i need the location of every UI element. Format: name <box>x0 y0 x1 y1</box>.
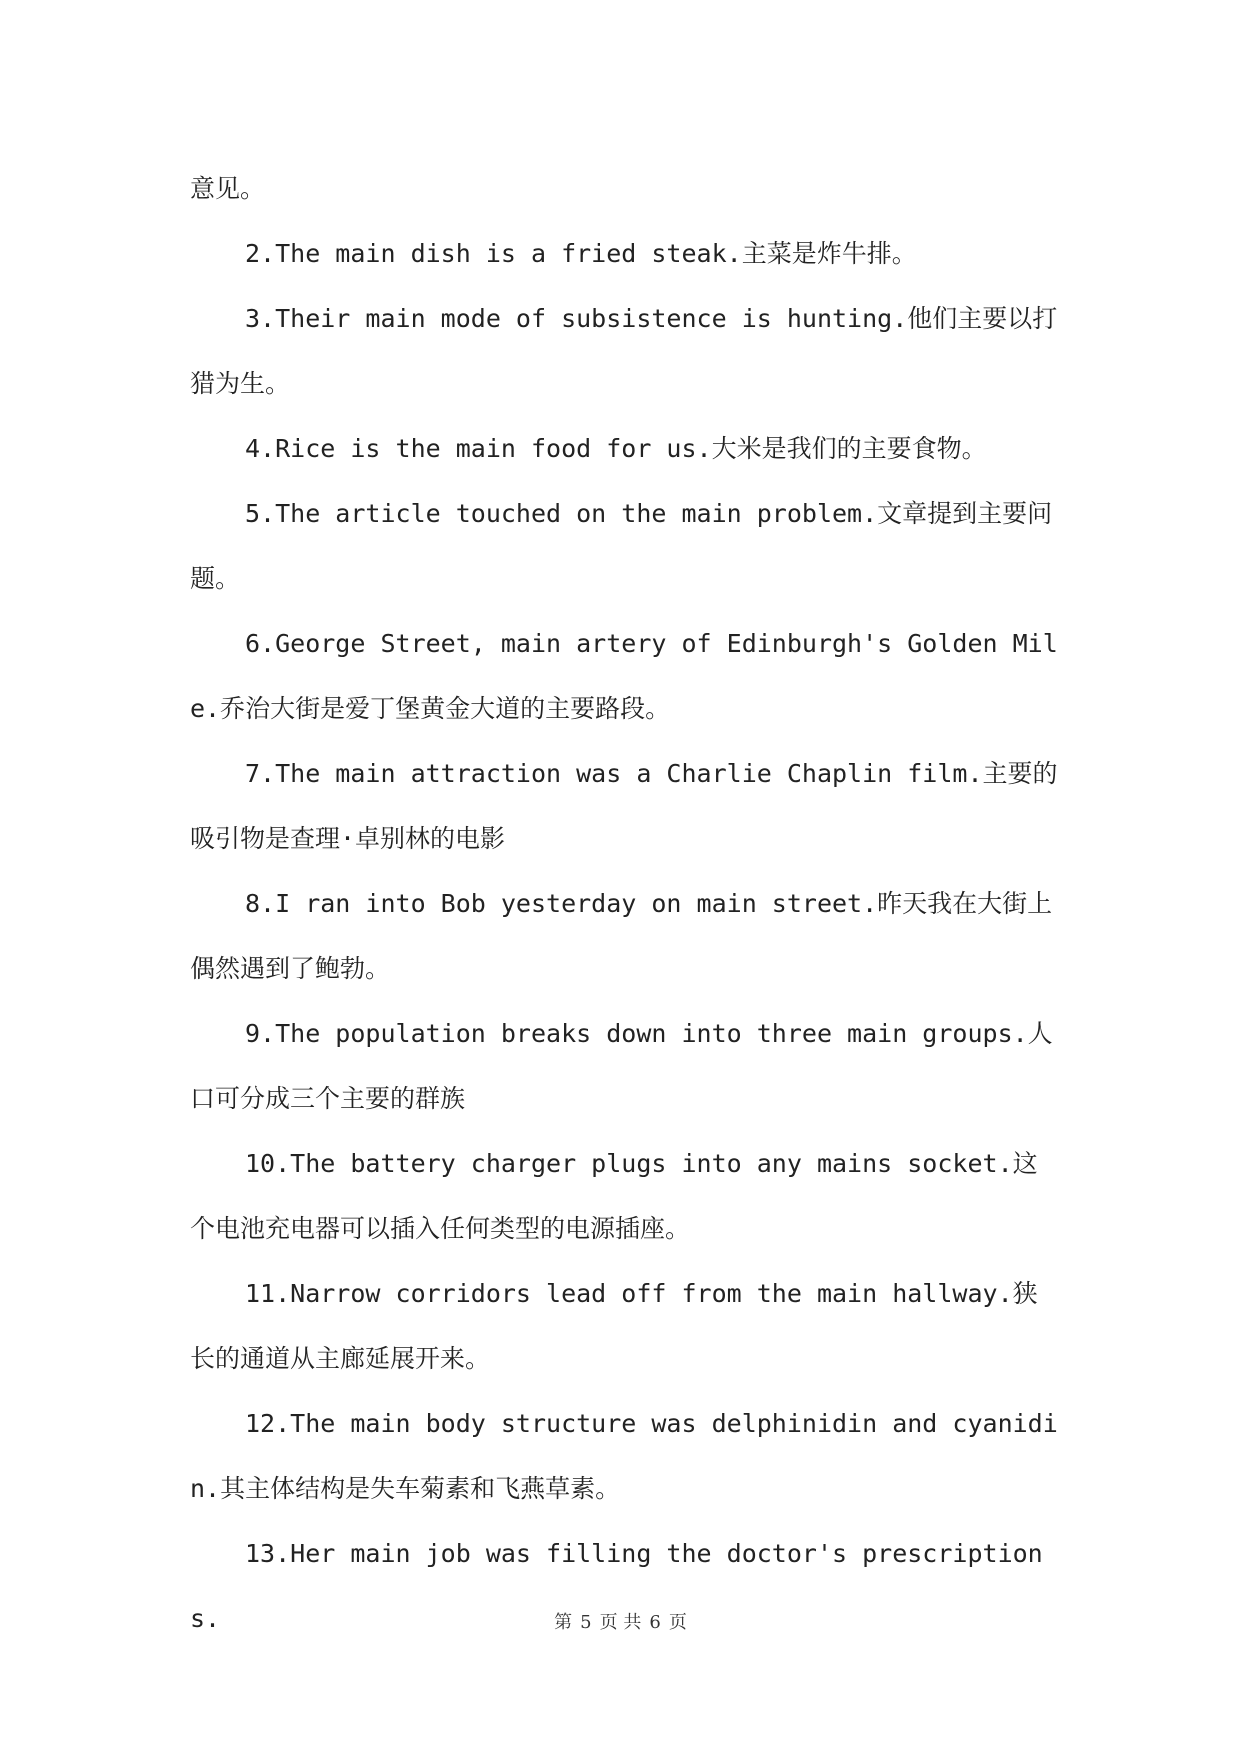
paragraph-9: 10.The battery charger plugs into any mains socket.这个电池充电器可以插入任何类型的电源插座。 <box>190 1149 1038 1243</box>
paragraph-8: 9.The population breaks down into three main groups.人口可分成三个主要的群族 <box>190 1019 1053 1113</box>
paragraph-1: 2.The main dish is a fried steak.主菜是炸牛排。 <box>245 239 917 268</box>
paragraph-3: 4.Rice is the main food for us.大米是我们的主要食物。 <box>245 434 987 463</box>
paragraph-6: 7.The main attraction was a Charlie Chaplin film.主要的吸引物是查理·卓别林的电影 <box>190 759 1058 853</box>
paragraph-5: 6.George Street, main artery of Edinburgh's Golden Mile.乔治大街是爱丁堡黄金大道的主要路段。 <box>190 629 1058 723</box>
document-body <box>190 156 1060 1651</box>
total-pages: 6 <box>649 1612 661 1633</box>
paragraph-0: 意见。 <box>190 174 266 203</box>
paragraph-10: 11.Narrow corridors lead off from the main hallway.狭长的通道从主廊延展开来。 <box>190 1279 1038 1373</box>
footer-middle: 页 共 <box>599 1612 642 1633</box>
footer-suffix: 页 <box>668 1612 687 1633</box>
paragraph-12: 13.Her main job was filling the doctor's prescriptions. <box>190 1539 1043 1633</box>
paragraph-7: 8.I ran into Bob yesterday on main street.昨天我在大街上偶然遇到了鲍勃。 <box>190 889 1053 983</box>
paragraph-4: 5.The article touched on the main problem.文章提到主要问题。 <box>190 499 1053 593</box>
footer-prefix: 第 <box>554 1612 573 1633</box>
page-footer <box>0 1608 1241 1634</box>
paragraph-2: 3.Their main mode of subsistence is hunting.他们主要以打猎为生。 <box>190 304 1058 398</box>
paragraph-11: 12.The main body structure was delphinidin and cyanidin.其主体结构是失车菊素和飞燕草素。 <box>190 1409 1058 1503</box>
page-number: 5 <box>580 1612 592 1633</box>
